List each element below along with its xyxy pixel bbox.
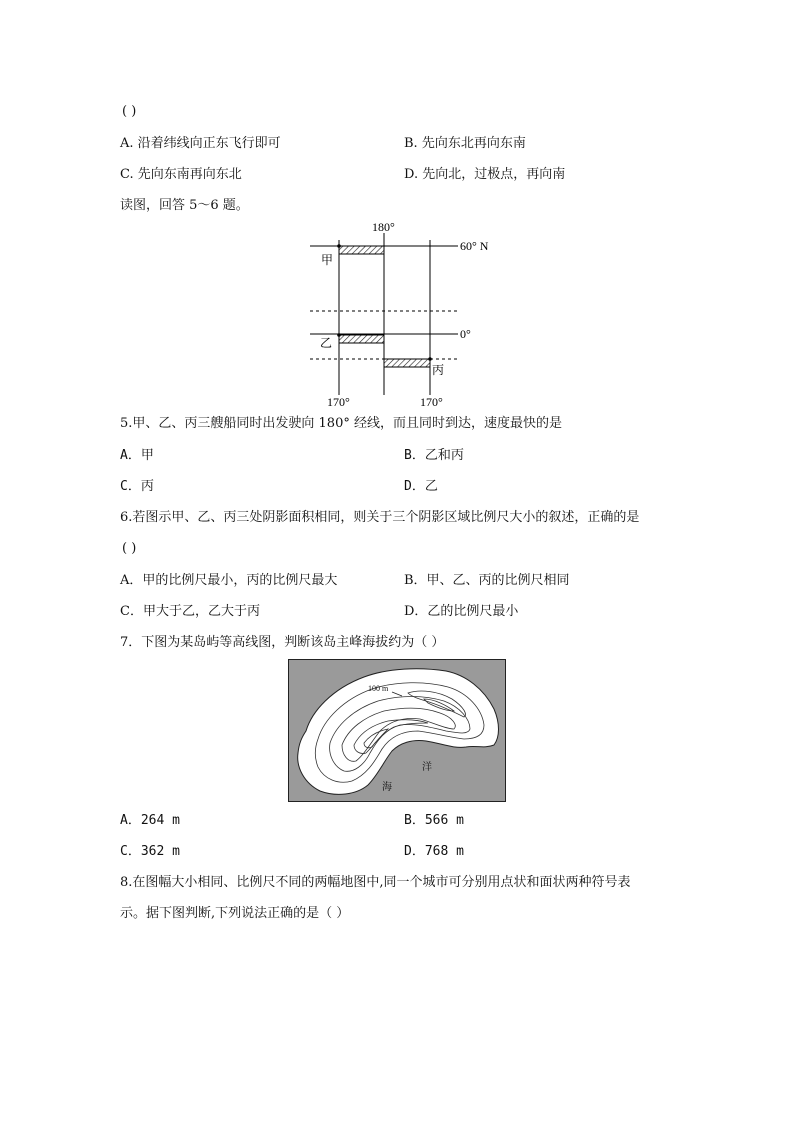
shaded-area-yi: [339, 335, 384, 343]
island-contour-map: [288, 659, 506, 802]
shaded-area-bing: [384, 359, 430, 367]
q5-stem: 5.甲、乙、丙三艘船同时出发驶向 180° 经线，而且同时到达，速度最快的是: [120, 416, 562, 431]
contour-label-100m: 100 m: [368, 684, 389, 693]
intro-questions-5-6: 读图，回答 5～6 题。: [120, 198, 249, 213]
q7-option-a: A．264 m: [120, 813, 180, 828]
q4-answer-paren: ( ): [122, 104, 137, 119]
label-bing: 丙: [432, 363, 445, 377]
q4-option-d: D. 先向北，过极点，再向南: [404, 167, 566, 182]
ship-point-yi: [337, 333, 341, 337]
q5-option-a: A．甲: [120, 448, 154, 463]
q6-stem: 6.若图示甲、乙、丙三处阴影面积相同，则关于三个阴影区域比例尺大小的叙述，正确的是: [120, 510, 640, 525]
label-yi: 乙: [320, 336, 333, 350]
latitude-longitude-diagram: [300, 215, 490, 410]
sea-label-hai: 海: [382, 782, 392, 793]
q4-option-a: A. 沿着纬线向正东飞行即可: [120, 136, 281, 151]
sea-label-yang: 洋: [422, 762, 432, 773]
q8-stem-line-2: 示。据下图判断,下列说法正确的是（ ）: [120, 906, 350, 921]
q6-option-c: C．甲大于乙，乙大于丙: [120, 604, 260, 619]
label-equator: 0°: [460, 327, 471, 341]
label-60n: 60° N: [460, 239, 489, 253]
label-jia: 甲: [321, 253, 334, 267]
q7-stem: 7．下图为某岛屿等高线图，判断该岛主峰海拔约为（ ）: [120, 635, 445, 650]
q7-option-c: C．362 m: [120, 844, 180, 859]
ship-point-jia: [337, 244, 341, 248]
q7-option-d: D．768 m: [404, 844, 464, 859]
q4-option-c: C. 先向东南再向东北: [120, 167, 242, 182]
q5-option-b: B．乙和丙: [404, 448, 464, 463]
q4-option-b: B. 先向东北再向东南: [404, 136, 526, 151]
q6-answer-paren: ( ): [122, 541, 137, 556]
q6-option-d: D．乙的比例尺最小: [404, 604, 519, 619]
q7-option-b: B．566 m: [404, 813, 464, 828]
label-170-right: 170°: [420, 395, 443, 409]
q5-option-c: C．丙: [120, 479, 154, 494]
label-180: 180°: [372, 220, 395, 234]
q6-option-b: B．甲、乙、丙的比例尺相同: [404, 573, 570, 588]
q6-option-a: A．甲的比例尺最小，丙的比例尺最大: [120, 573, 338, 588]
q8-stem-line-1: 8.在图幅大小相同、比例尺不同的两幅地图中,同一个城市可分别用点状和面状两种符号表: [120, 875, 631, 890]
shaded-area-jia: [339, 246, 384, 254]
label-170-left: 170°: [327, 395, 350, 409]
ship-point-bing: [428, 357, 432, 361]
q5-option-d: D．乙: [404, 479, 438, 494]
